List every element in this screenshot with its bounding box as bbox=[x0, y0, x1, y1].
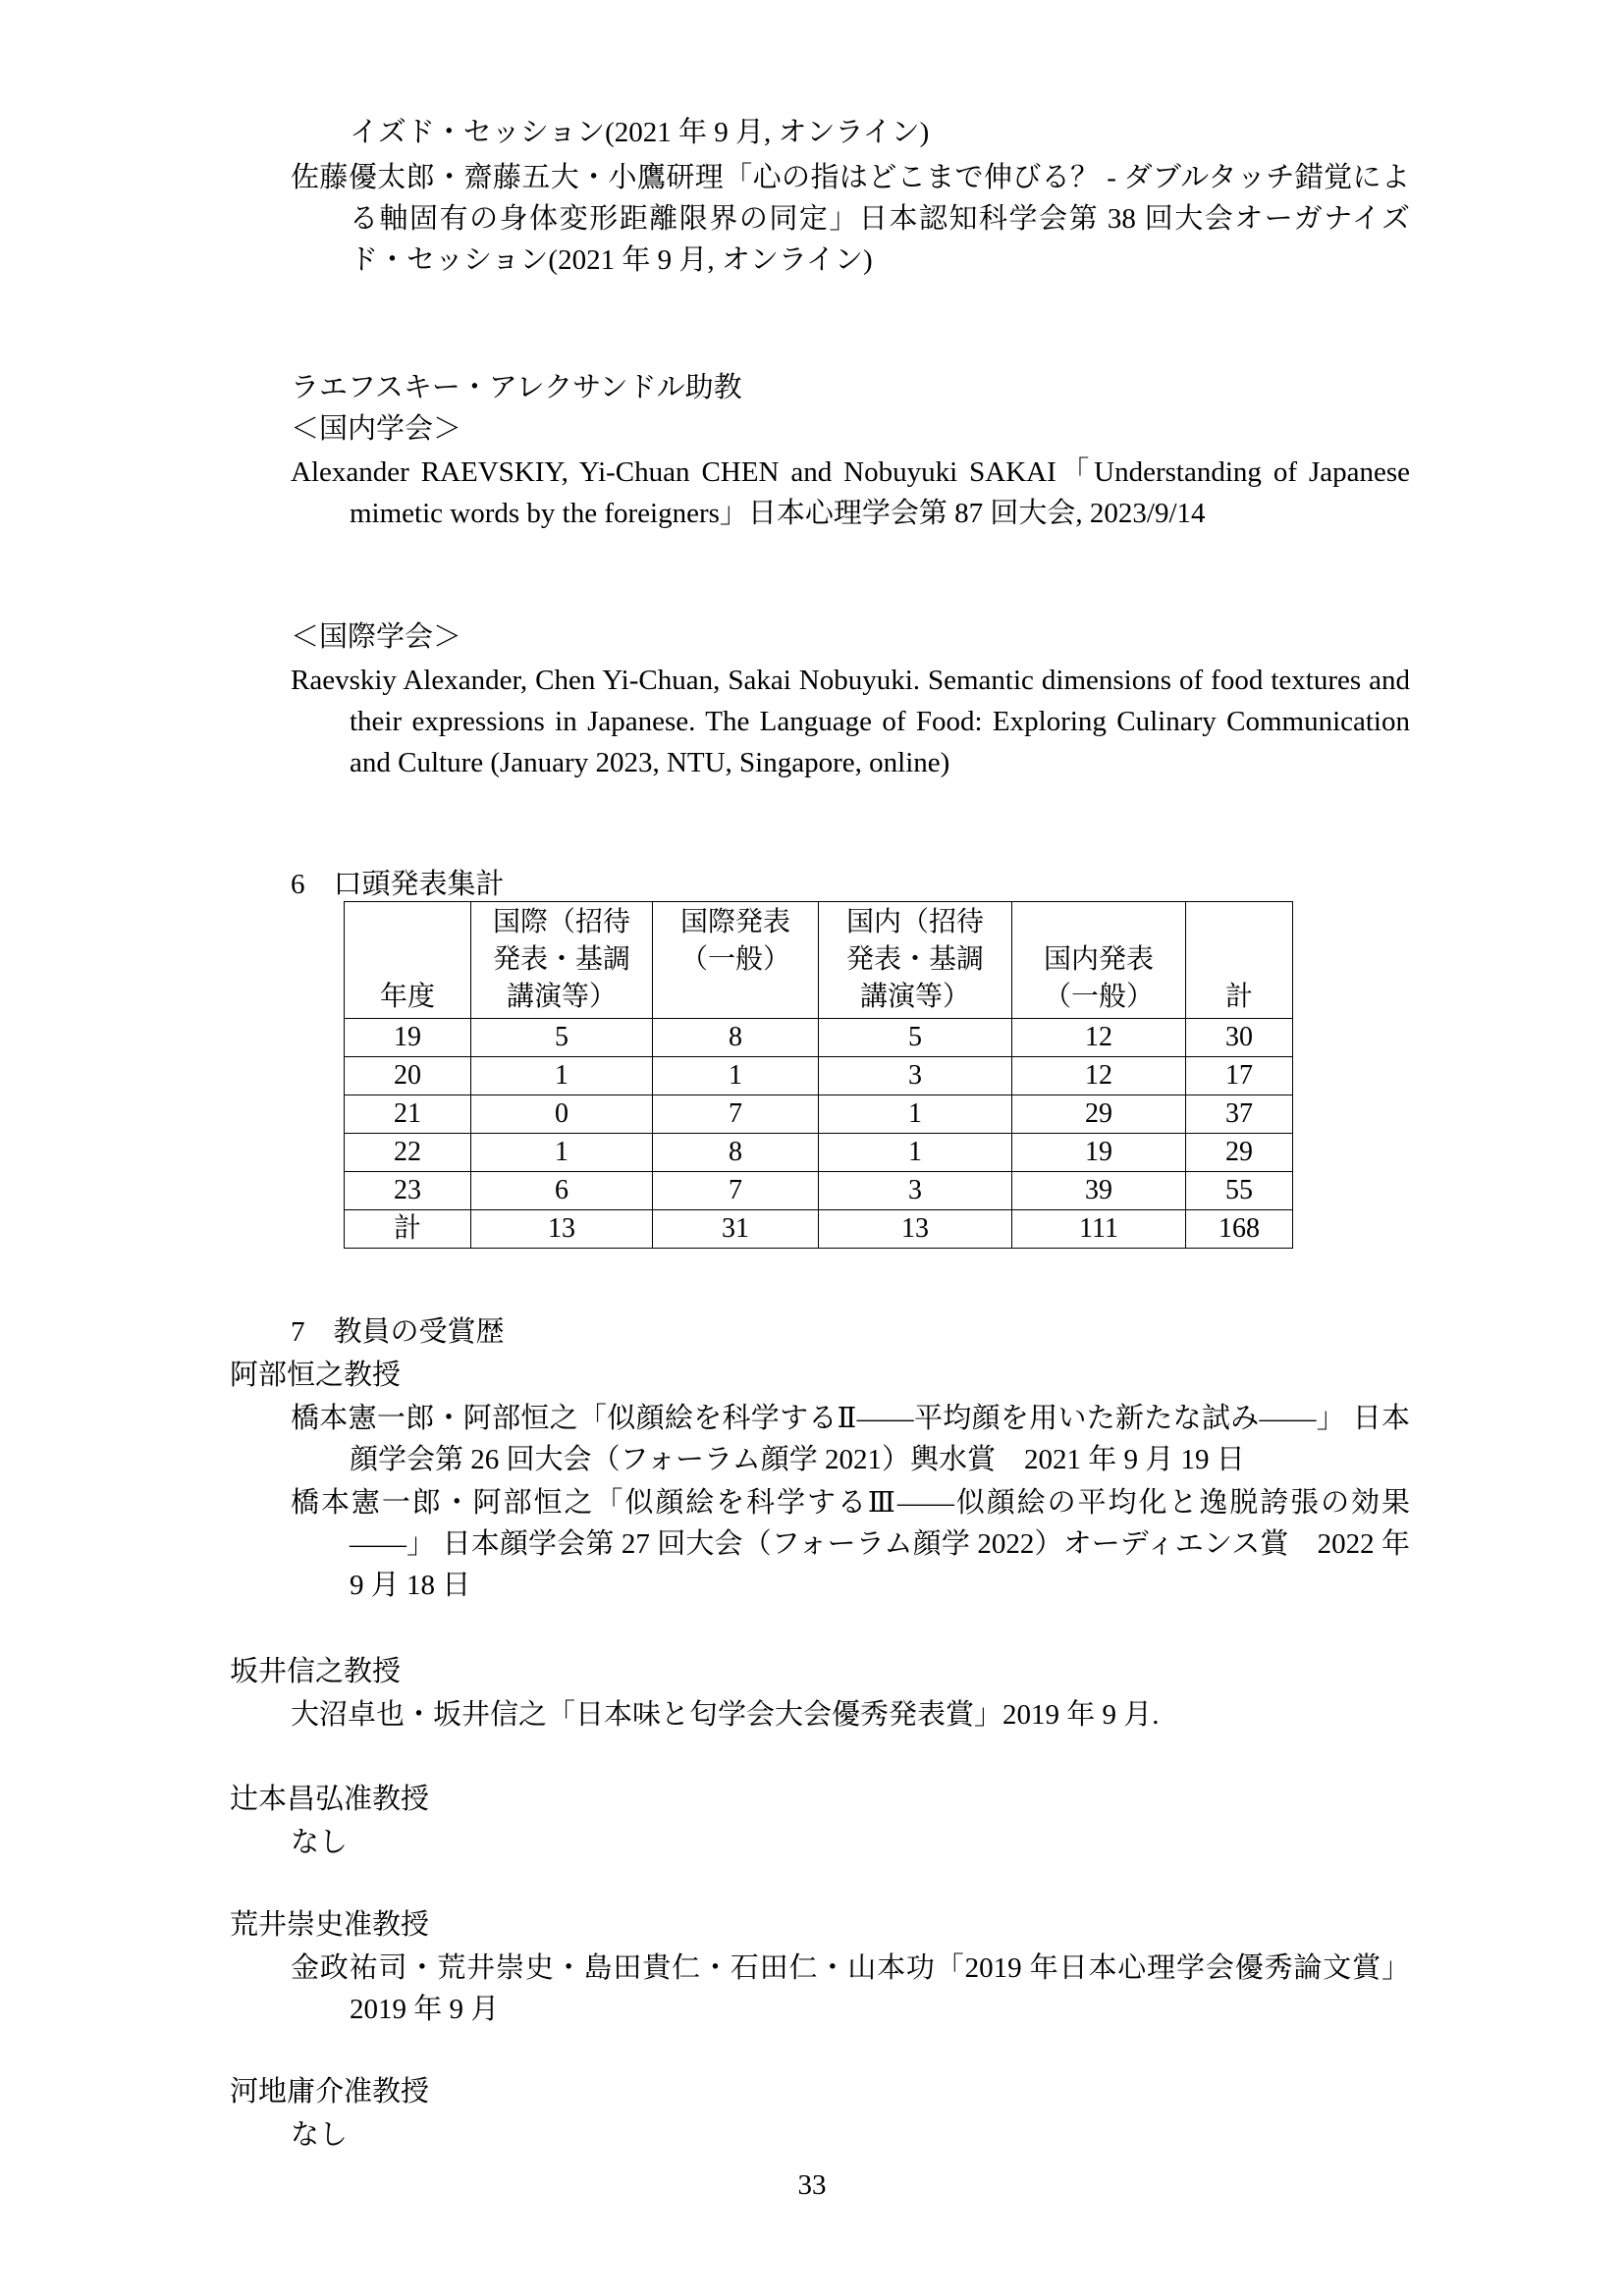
faculty-name-kawachi: 河地庸介准教授 bbox=[230, 2076, 430, 2108]
table-cell: 1 bbox=[819, 1134, 1012, 1172]
table-cell: 7 bbox=[653, 1095, 819, 1134]
table-cell: 23 bbox=[345, 1172, 471, 1210]
presentation-summary-table-wrap bbox=[344, 901, 1293, 1249]
section-6-title: 6 口頭発表集計 bbox=[291, 869, 505, 900]
table-cell: 8 bbox=[653, 1134, 819, 1172]
table-row bbox=[345, 1095, 1293, 1134]
award-none-tsujimoto: なし bbox=[291, 1827, 349, 1858]
page-number: 33 bbox=[797, 2169, 827, 2201]
faculty-name-arai: 荒井崇史准教授 bbox=[230, 1909, 430, 1941]
international-conference-heading: ＜国際学会＞ bbox=[291, 621, 462, 653]
table-cell: 168 bbox=[1186, 1210, 1293, 1249]
table-cell: 1 bbox=[471, 1057, 653, 1095]
table-cell: 19 bbox=[345, 1019, 471, 1057]
table-cell: 5 bbox=[819, 1019, 1012, 1057]
table-cell: 12 bbox=[1012, 1019, 1186, 1057]
table-cell: 29 bbox=[1186, 1134, 1293, 1172]
faculty-name-sakai: 坂井信之教授 bbox=[230, 1656, 402, 1687]
table-row bbox=[345, 1134, 1293, 1172]
table-cell: 37 bbox=[1186, 1095, 1293, 1134]
table-cell: 17 bbox=[1186, 1057, 1293, 1095]
table-cell: 22 bbox=[345, 1134, 471, 1172]
header-intl-general: 国際発表 （一般） bbox=[653, 902, 819, 1019]
award-entry-abe-1: 橋本憲一郎・阿部恒之「似顔絵を科学するⅡ――平均顔を用いた新たな試み――」 日本顔学会第 26 回大会（フォーラム顔学 2021）輿水賞 2021 年 9 月 19 日 bbox=[291, 1403, 1410, 1475]
faculty-name-abe: 阿部恒之教授 bbox=[230, 1360, 402, 1391]
faculty-name-raevskiy: ラエフスキー・アレクサンドル助教 bbox=[291, 372, 742, 403]
table-cell: 31 bbox=[653, 1210, 819, 1249]
domestic-conference-heading: ＜国内学会＞ bbox=[291, 413, 462, 445]
table-cell: 1 bbox=[471, 1134, 653, 1172]
table-cell: 55 bbox=[1186, 1172, 1293, 1210]
award-entry-sakai-1: 大沼卓也・坂井信之「日本味と匂学会大会優秀発表賞」2019 年 9 月. bbox=[291, 1699, 1160, 1731]
table-cell: 12 bbox=[1012, 1057, 1186, 1095]
presentation-summary-table bbox=[344, 901, 1293, 1249]
faculty-name-tsujimoto: 辻本昌弘准教授 bbox=[230, 1784, 430, 1815]
header-domestic-invited: 国内（招待 発表・基調 講演等） bbox=[819, 902, 1012, 1019]
table-cell: 29 bbox=[1012, 1095, 1186, 1134]
table-cell: 19 bbox=[1012, 1134, 1186, 1172]
header-domestic-general: 国内発表 （一般） bbox=[1012, 902, 1186, 1019]
award-none-kawachi: なし bbox=[291, 2119, 349, 2151]
header-year: 年度 bbox=[345, 902, 471, 1019]
table-cell: 39 bbox=[1012, 1172, 1186, 1210]
table-cell: 5 bbox=[471, 1019, 653, 1057]
table-row bbox=[345, 1172, 1293, 1210]
table-header-row bbox=[345, 902, 1293, 1019]
award-entry-abe-2: 橋本憲一郎・阿部恒之「似顔絵を科学するⅢ――似顔絵の平均化と逸脱誇張の効果――」 日本顔学会第 27 回大会（フォーラム顔学 2022）オーディエンス賞 2022 年 9 月 18 日 bbox=[291, 1487, 1410, 1601]
header-intl-invited: 国際（招待 発表・基調 講演等） bbox=[471, 902, 653, 1019]
table-cell: 6 bbox=[471, 1172, 653, 1210]
table-cell: 8 bbox=[653, 1019, 819, 1057]
table-cell: 0 bbox=[471, 1095, 653, 1134]
table-row bbox=[345, 1057, 1293, 1095]
table-cell: 1 bbox=[819, 1095, 1012, 1134]
section-7-title: 7 教員の受賞歴 bbox=[291, 1316, 505, 1348]
table-cell: 21 bbox=[345, 1095, 471, 1134]
table-cell: 計 bbox=[345, 1210, 471, 1249]
table-cell: 13 bbox=[819, 1210, 1012, 1249]
table-cell: 111 bbox=[1012, 1210, 1186, 1249]
header-total: 計 bbox=[1186, 902, 1293, 1019]
table-cell: 1 bbox=[653, 1057, 819, 1095]
table-cell: 30 bbox=[1186, 1019, 1293, 1057]
table-cell: 3 bbox=[819, 1172, 1012, 1210]
continuation-line: イズド・セッション(2021 年 9 月, オンライン) bbox=[350, 117, 930, 148]
table-total-row bbox=[345, 1210, 1293, 1249]
table-row bbox=[345, 1019, 1293, 1057]
award-entry-arai-1: 金政祐司・荒井崇史・島田貴仁・石田仁・山本功「2019 年日本心理学会優秀論文賞」2019 年 9 月 bbox=[291, 1952, 1410, 2025]
table-cell: 3 bbox=[819, 1057, 1012, 1095]
domestic-conference-entry: Alexander RAEVSKIY, Yi-Chuan CHEN and Nobuyuki SAKAI「Understanding of Japanese mimetic words by the foreigners」日本心理学会第 87 回大会, 2023/9/14 bbox=[291, 456, 1410, 529]
table-cell: 13 bbox=[471, 1210, 653, 1249]
international-conference-entry: Raevskiy Alexander, Chen Yi-Chuan, Sakai Nobuyuki. Semantic dimensions of food textures and their expressions in Japanese. The Language of Food: Exploring Culinary Communication and Culture (January 2023, NTU, Singapore, online) bbox=[291, 665, 1410, 778]
presentation-entry: 佐藤優太郎・齋藤五大・小鷹研理「心の指はどこまで伸びる？ - ダブルタッチ錯覚による軸固有の身体変形距離限界の同定」日本認知科学会第 38 回大会オーガナイズド・セッション(2021 年 9 月, オンライン) bbox=[291, 162, 1410, 276]
table-cell: 20 bbox=[345, 1057, 471, 1095]
table-cell: 7 bbox=[653, 1172, 819, 1210]
